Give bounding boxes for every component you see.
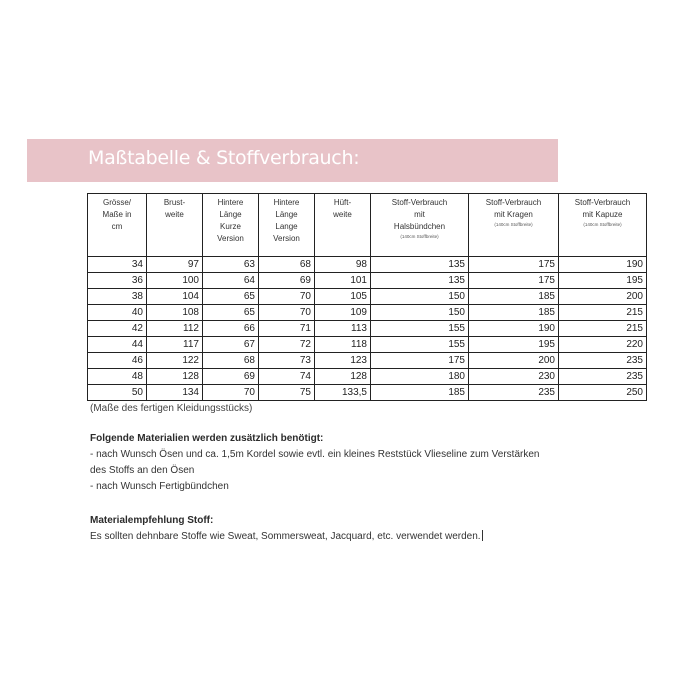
table-cell: 123	[315, 353, 371, 369]
title-banner	[27, 139, 558, 182]
table-row	[88, 337, 647, 353]
table-body	[88, 257, 647, 401]
header-line: Stoff-Verbrauch	[574, 198, 631, 207]
table-cell: 72	[259, 337, 315, 353]
header-line: Hintere	[273, 198, 300, 207]
table-cell: 122	[147, 353, 203, 369]
header-subnote: (140cm Stoffbreite)	[494, 222, 533, 227]
table-cell: 220	[559, 337, 647, 353]
header-line: mit	[414, 210, 425, 219]
header-line: Maße in	[102, 210, 132, 219]
table-caption: (Maße des fertigen Kleidungsstücks)	[90, 403, 253, 414]
table-cell: 50	[88, 385, 147, 401]
table-cell: 65	[203, 305, 259, 321]
table-cell: 101	[315, 273, 371, 289]
table-cell: 175	[469, 273, 559, 289]
column-header	[88, 194, 147, 257]
table-row	[88, 257, 647, 273]
table-cell: 230	[469, 369, 559, 385]
table-cell: 155	[371, 321, 469, 337]
header-subnote: (140cm Stoffbreite)	[400, 234, 439, 239]
table-cell: 66	[203, 321, 259, 337]
table-cell: 150	[371, 289, 469, 305]
table-cell: 69	[259, 273, 315, 289]
table-cell: 195	[559, 273, 647, 289]
table-cell: 135	[371, 257, 469, 273]
table-cell: 97	[147, 257, 203, 273]
table-cell: 74	[259, 369, 315, 385]
table-row	[88, 305, 647, 321]
table-cell: 175	[469, 257, 559, 273]
table-cell: 48	[88, 369, 147, 385]
table-cell: 155	[371, 337, 469, 353]
text-cursor	[482, 530, 483, 541]
table-cell: 175	[371, 353, 469, 369]
fabric-text: Es sollten dehnbare Stoffe wie Sweat, Sommersweat, Jacquard, etc. verwendet werden.	[90, 531, 481, 542]
table-cell: 70	[259, 289, 315, 305]
table-cell: 200	[469, 353, 559, 369]
header-line: weite	[333, 210, 352, 219]
table-cell: 117	[147, 337, 203, 353]
column-header	[469, 194, 559, 257]
table-cell: 190	[559, 257, 647, 273]
table-cell: 70	[203, 385, 259, 401]
table-cell: 71	[259, 321, 315, 337]
table-row	[88, 289, 647, 305]
table-cell: 150	[371, 305, 469, 321]
header-subnote: (140cm Stoffbreite)	[583, 222, 622, 227]
table-cell: 108	[147, 305, 203, 321]
table-cell: 104	[147, 289, 203, 305]
page-title: Maßtabelle & Stoffverbrauch:	[88, 147, 360, 169]
table-cell: 100	[147, 273, 203, 289]
table-cell: 75	[259, 385, 315, 401]
column-header	[371, 194, 469, 257]
fabric-heading: Materialempfehlung Stoff:	[90, 515, 214, 526]
header-line: cm	[111, 222, 123, 231]
table-cell: 68	[259, 257, 315, 273]
table-row	[88, 273, 647, 289]
materials-line: des Stoffs an den Ösen	[90, 465, 195, 476]
table-cell: 64	[203, 273, 259, 289]
table-cell: 134	[147, 385, 203, 401]
table-cell: 44	[88, 337, 147, 353]
table-cell: 98	[315, 257, 371, 273]
table-cell: 250	[559, 385, 647, 401]
table-cell: 112	[147, 321, 203, 337]
table-cell: 235	[559, 353, 647, 369]
materials-line: - nach Wunsch Fertigbündchen	[90, 481, 229, 492]
table-cell: 105	[315, 289, 371, 305]
header-line: Stoff-Verbrauch	[485, 198, 542, 207]
table-cell: 113	[315, 321, 371, 337]
header-line: mit Kragen	[494, 210, 533, 219]
table-cell: 215	[559, 305, 647, 321]
table-cell: 34	[88, 257, 147, 273]
fabric-text-line	[90, 529, 483, 545]
column-header	[147, 194, 203, 257]
table-cell: 128	[147, 369, 203, 385]
table-cell: 185	[469, 305, 559, 321]
column-header	[315, 194, 371, 257]
table-cell: 235	[469, 385, 559, 401]
table-cell: 40	[88, 305, 147, 321]
column-header	[559, 194, 647, 257]
header-line: Halsbündchen	[393, 222, 446, 231]
table-row	[88, 321, 647, 337]
column-header	[203, 194, 259, 257]
table-cell: 215	[559, 321, 647, 337]
header-line: Lange	[275, 222, 298, 231]
fabric-section	[90, 513, 483, 545]
header-line: Länge	[275, 210, 298, 219]
table-cell: 190	[469, 321, 559, 337]
header-line: Grösse/	[102, 198, 131, 207]
header-line: Länge	[219, 210, 242, 219]
table-cell: 128	[315, 369, 371, 385]
header-line: Version	[217, 234, 244, 243]
column-header	[259, 194, 315, 257]
header-line: Stoff-Verbrauch	[391, 198, 448, 207]
table-cell: 38	[88, 289, 147, 305]
table-cell: 73	[259, 353, 315, 369]
table-row	[88, 369, 647, 385]
table-cell: 185	[469, 289, 559, 305]
table-row	[88, 385, 647, 401]
header-line: Version	[273, 234, 300, 243]
table-cell: 185	[371, 385, 469, 401]
table-row	[88, 353, 647, 369]
header-line: Kurze	[220, 222, 241, 231]
table-cell: 235	[559, 369, 647, 385]
table-cell: 42	[88, 321, 147, 337]
table-cell: 135	[371, 273, 469, 289]
header-line: weite	[165, 210, 184, 219]
table-cell: 36	[88, 273, 147, 289]
table-header-row	[88, 194, 647, 257]
materials-line: - nach Wunsch Ösen und ca. 1,5m Kordel sowie evtl. ein kleines Reststück Vlieseline zum Verstärken	[90, 449, 540, 460]
header-line: mit Kapuze	[582, 210, 623, 219]
header-line: Brust-	[163, 198, 186, 207]
table-cell: 133,5	[315, 385, 371, 401]
materials-heading: Folgende Materialien werden zusätzlich benötigt:	[90, 433, 324, 444]
table-cell: 69	[203, 369, 259, 385]
size-table	[87, 193, 647, 401]
table-cell: 65	[203, 289, 259, 305]
table-cell: 70	[259, 305, 315, 321]
materials-section	[90, 431, 539, 495]
table-cell: 200	[559, 289, 647, 305]
table-cell: 68	[203, 353, 259, 369]
table-cell: 46	[88, 353, 147, 369]
table-cell: 180	[371, 369, 469, 385]
table-cell: 118	[315, 337, 371, 353]
header-line: Hüft-	[333, 198, 352, 207]
header-line: Hintere	[217, 198, 244, 207]
table-cell: 195	[469, 337, 559, 353]
table-cell: 67	[203, 337, 259, 353]
table-cell: 109	[315, 305, 371, 321]
table-cell: 63	[203, 257, 259, 273]
